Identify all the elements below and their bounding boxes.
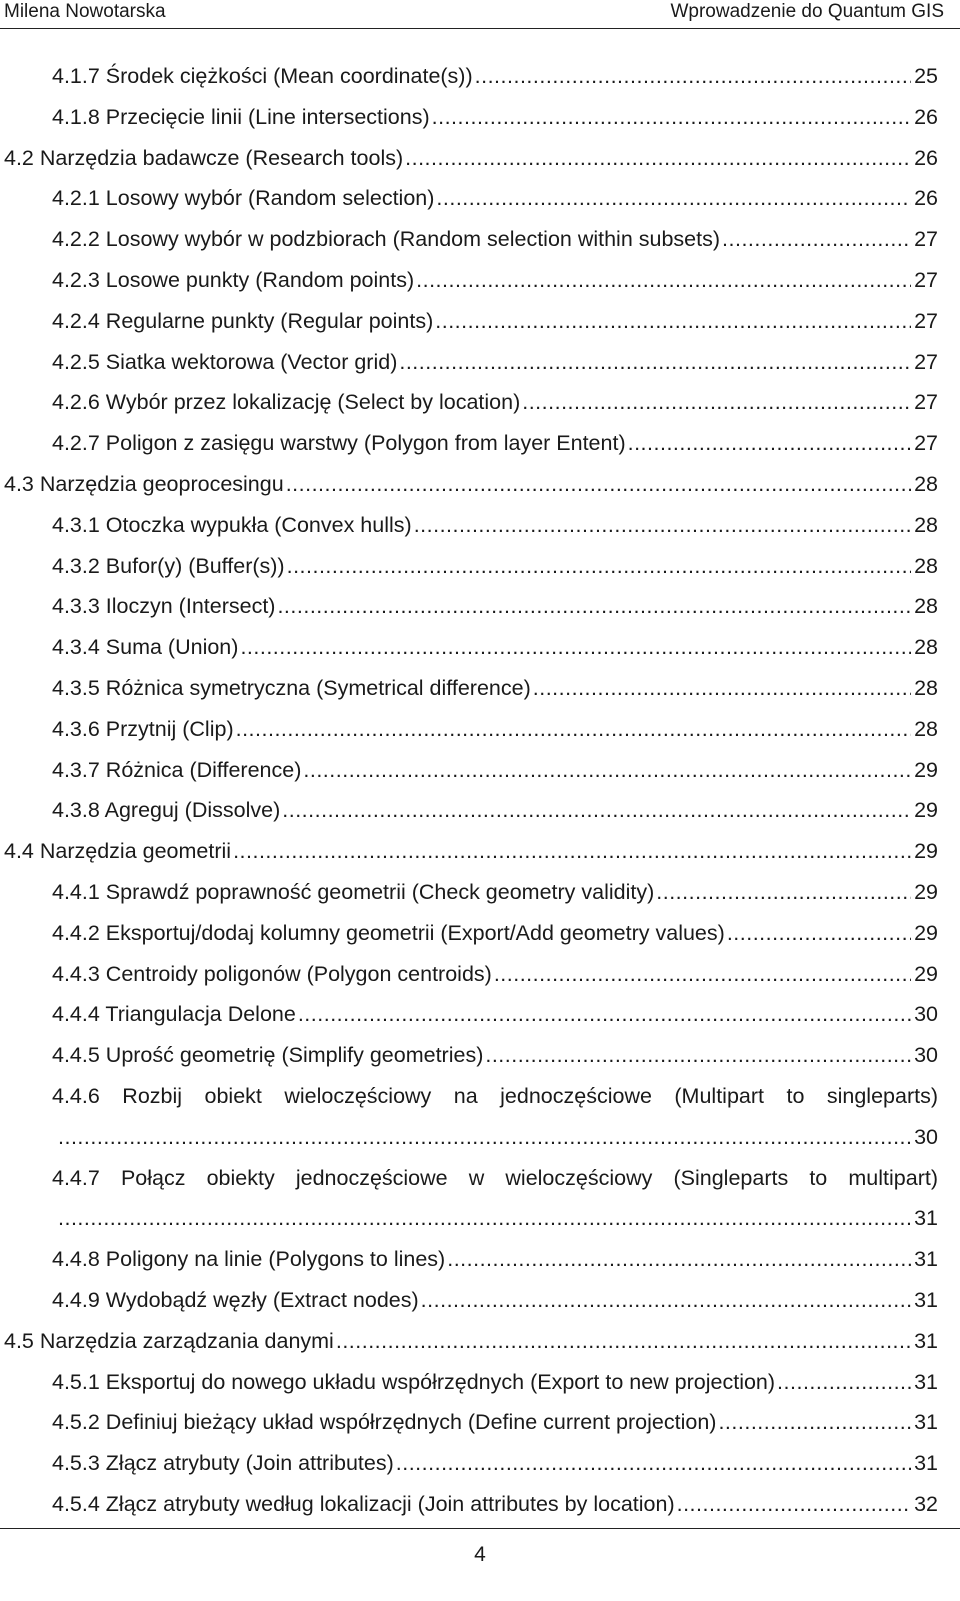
header-book-title: Wprowadzenie do Quantum GIS bbox=[670, 1, 944, 22]
toc-entry-title: 4.2 Narzędzia badawcze (Research tools) bbox=[4, 145, 404, 170]
toc-entry-page: 28 bbox=[914, 676, 938, 700]
toc-entry[interactable] bbox=[0, 954, 960, 994]
toc-leader-dots bbox=[303, 750, 911, 790]
toc-entry-title: 4.2.7 Poligon z zasięgu warstwy (Polygon from layer Entent) bbox=[52, 431, 626, 456]
toc-leader-dots bbox=[286, 464, 911, 504]
toc-leader-dots bbox=[396, 1443, 911, 1483]
toc-entry-title: 4.2.4 Regularne punkty (Regular points) bbox=[52, 308, 434, 333]
toc-entry-title: 4.3.1 Otoczka wypukła (Convex hulls) bbox=[52, 512, 412, 537]
toc-leader-dots bbox=[494, 954, 911, 994]
toc-entry-page: 29 bbox=[914, 839, 938, 864]
toc-entry[interactable] bbox=[0, 546, 960, 586]
toc-entry-page: 28 bbox=[914, 716, 938, 741]
toc-entry-title: 4.5.3 Złącz atrybuty (Join attributes) bbox=[52, 1451, 394, 1476]
toc-entry[interactable] bbox=[0, 790, 960, 830]
toc-leader-dots bbox=[282, 790, 911, 830]
toc-entry-page: 31 bbox=[914, 1206, 938, 1231]
toc-entry[interactable] bbox=[0, 872, 960, 912]
toc-leader-dots bbox=[240, 627, 911, 667]
toc-entry-page: 27 bbox=[914, 268, 938, 292]
toc-entry-title: 4.4.6 Rozbij obiekt wieloczęściowy na jednoczęściowe (Multipart to singleparts) bbox=[52, 1084, 938, 1108]
toc-entry[interactable] bbox=[0, 56, 960, 96]
toc-leader-dots bbox=[399, 342, 911, 382]
toc-leader-dots bbox=[727, 913, 911, 953]
toc-entry-page: 31 bbox=[914, 1288, 938, 1312]
toc-entry-title: 4.4.4 Triangulacja Delone bbox=[52, 1002, 296, 1027]
toc-entry-page: 28 bbox=[914, 553, 938, 578]
toc-entry-page: 29 bbox=[914, 920, 938, 945]
toc-entry[interactable] bbox=[0, 831, 960, 871]
toc-entry[interactable] bbox=[0, 97, 960, 137]
toc-leader-dots bbox=[436, 178, 911, 218]
toc-entry-page: 29 bbox=[914, 757, 938, 782]
toc-entry-title: 4.4.2 Eksportuj/dodaj kolumny geometrii (Export/Add geometry values) bbox=[52, 920, 725, 945]
toc-entry-page: 28 bbox=[914, 512, 938, 537]
toc-entry-title: 4.2.3 Losowe punkty (Random points) bbox=[52, 268, 415, 292]
toc-leader-dots bbox=[432, 97, 911, 137]
toc-entry-page: 30 bbox=[914, 1124, 938, 1149]
toc-entry[interactable] bbox=[0, 1484, 960, 1524]
toc-entry-page: 31 bbox=[914, 1247, 938, 1272]
toc-entry-page: 30 bbox=[914, 1043, 938, 1068]
toc-entry[interactable] bbox=[0, 668, 960, 708]
toc-entry-title: 4.4 Narzędzia geometrii bbox=[4, 839, 232, 864]
toc-entry-title: 4.4.8 Poligony na linie (Polygons to lines) bbox=[52, 1247, 446, 1272]
toc-entry-title: 4.5.2 Definiuj bieżący układ współrzędnych (Define current projection) bbox=[52, 1410, 717, 1435]
toc-entry-title: 4.1.8 Przecięcie linii (Line intersections) bbox=[52, 104, 430, 129]
toc-entry[interactable] bbox=[0, 1402, 960, 1442]
toc-leader-dots bbox=[236, 709, 911, 749]
toc-leader-dots bbox=[718, 1402, 911, 1442]
header-rule bbox=[0, 28, 960, 29]
toc-entry[interactable] bbox=[0, 1362, 960, 1402]
toc-entry-title: 4.4.5 Uprość geometrię (Simplify geometries) bbox=[52, 1043, 484, 1068]
toc-entry-title: 4.3.6 Przytnij (Clip) bbox=[52, 716, 234, 741]
toc-entry-title: 4.5.1 Eksportuj do nowego układu współrzędnych (Export to new projection) bbox=[52, 1369, 776, 1394]
toc-entry-page: 27 bbox=[914, 390, 938, 415]
toc-leader-dots bbox=[722, 219, 911, 259]
toc-leader-dots bbox=[677, 1484, 911, 1524]
toc-entry-page: 31 bbox=[914, 1410, 938, 1435]
toc-entry-page: 27 bbox=[914, 308, 938, 333]
toc-entry-page: 29 bbox=[914, 961, 938, 986]
footer-rule bbox=[0, 1528, 960, 1529]
toc-entry-continuation[interactable] bbox=[0, 1117, 960, 1157]
toc-leader-dots bbox=[405, 138, 911, 178]
toc-leader-dots bbox=[485, 1035, 911, 1075]
toc-leader-dots bbox=[435, 301, 911, 341]
toc-leader-dots bbox=[475, 56, 911, 96]
toc-entry-page: 26 bbox=[914, 186, 938, 211]
toc-entry-title: 4.3 Narzędzia geoprocesingu bbox=[4, 472, 284, 496]
toc-leader-dots bbox=[447, 1239, 911, 1279]
header-author: Milena Nowotarska bbox=[4, 1, 166, 22]
toc-entry[interactable] bbox=[0, 709, 960, 749]
toc-entry[interactable] bbox=[0, 342, 960, 382]
toc-entry[interactable] bbox=[0, 260, 960, 300]
toc-entry-title: 4.4.3 Centroidy poligonów (Polygon centroids) bbox=[52, 961, 492, 986]
toc-entry-title: 4.3.2 Bufor(y) (Buffer(s)) bbox=[52, 553, 285, 578]
toc-entry[interactable] bbox=[0, 913, 960, 953]
toc-leader-dots bbox=[298, 994, 911, 1034]
toc-leader-dots bbox=[628, 423, 911, 463]
toc-entry[interactable] bbox=[0, 505, 960, 545]
toc-entry-page: 26 bbox=[914, 104, 938, 129]
toc-entry-page: 26 bbox=[914, 145, 938, 170]
toc-entry-title: 4.5 Narzędzia zarządzania danymi bbox=[4, 1328, 334, 1353]
toc-entry-page: 29 bbox=[914, 880, 938, 904]
toc-entry-continuation[interactable] bbox=[0, 1198, 960, 1238]
toc-leader-dots bbox=[58, 1117, 911, 1157]
toc-entry-page: 27 bbox=[914, 227, 938, 252]
toc-leader-dots bbox=[533, 668, 911, 708]
toc-leader-dots bbox=[656, 872, 911, 912]
toc-entry[interactable] bbox=[0, 586, 960, 626]
toc-leader-dots bbox=[522, 382, 911, 422]
toc-leader-dots bbox=[414, 505, 911, 545]
page-header bbox=[0, 0, 960, 30]
toc-entry-title: 4.3.5 Różnica symetryczna (Symetrical difference) bbox=[52, 676, 531, 700]
toc-entry-title: 4.3.8 Agreguj (Dissolve) bbox=[52, 798, 281, 823]
toc-entry[interactable] bbox=[0, 1239, 960, 1279]
toc-leader-dots bbox=[58, 1198, 911, 1238]
toc-entry[interactable] bbox=[0, 627, 960, 667]
toc-entry-page: 31 bbox=[914, 1328, 938, 1353]
toc-entry-page: 28 bbox=[914, 635, 938, 660]
toc-leader-dots bbox=[233, 831, 911, 871]
toc-entry-title: 4.2.1 Losowy wybór (Random selection) bbox=[52, 186, 435, 211]
toc-entry-page: 31 bbox=[914, 1369, 938, 1394]
toc-entry[interactable] bbox=[0, 1443, 960, 1483]
toc-entry[interactable] bbox=[0, 1321, 960, 1361]
toc-entry[interactable] bbox=[0, 1076, 960, 1116]
toc-leader-dots bbox=[336, 1321, 911, 1361]
toc-entry[interactable] bbox=[0, 423, 960, 463]
toc-entry[interactable] bbox=[0, 464, 960, 504]
toc-entry-title: 4.3.3 Iloczyn (Intersect) bbox=[52, 594, 276, 619]
toc-entry-page: 28 bbox=[914, 472, 938, 496]
toc-leader-dots bbox=[777, 1362, 911, 1402]
toc-leader-dots bbox=[277, 586, 911, 626]
toc-entry-title: 4.3.4 Suma (Union) bbox=[52, 635, 239, 660]
toc-entry-title: 4.1.7 Środek ciężkości (Mean coordinate(s)) bbox=[52, 64, 473, 88]
toc-leader-dots bbox=[421, 1280, 911, 1320]
toc-entry-page: 25 bbox=[914, 64, 938, 88]
toc-entry-title: 4.4.1 Sprawdź poprawność geometrii (Check geometry validity) bbox=[52, 880, 655, 904]
toc-entry-page: 29 bbox=[914, 798, 938, 823]
toc-entry-title: 4.2.2 Losowy wybór w podzbiorach (Random selection within subsets) bbox=[52, 227, 721, 252]
toc-entry[interactable] bbox=[0, 382, 960, 422]
toc-entry[interactable] bbox=[0, 301, 960, 341]
toc-entry-page: 28 bbox=[914, 594, 938, 619]
toc-entry[interactable] bbox=[0, 1280, 960, 1320]
toc-entry-page: 31 bbox=[914, 1451, 938, 1476]
toc-entry-title: 4.5.4 Złącz atrybuty według lokalizacji (Join attributes by location) bbox=[52, 1492, 675, 1516]
toc-entry-title: 4.4.7 Połącz obiekty jednoczęściowe w wieloczęściowy (Singleparts to multipart) bbox=[52, 1165, 938, 1190]
toc-entry[interactable] bbox=[0, 138, 960, 178]
toc-entry-page: 27 bbox=[914, 431, 938, 456]
toc-entry[interactable] bbox=[0, 1035, 960, 1075]
toc-entry-page: 27 bbox=[914, 349, 938, 374]
toc-entry-page: 32 bbox=[914, 1492, 938, 1516]
toc-leader-dots bbox=[416, 260, 911, 300]
toc-entry-title: 4.2.5 Siatka wektorowa (Vector grid) bbox=[52, 349, 398, 374]
footer-page-number: 4 bbox=[474, 1543, 486, 1566]
toc-entry[interactable] bbox=[0, 1158, 960, 1198]
toc-entry[interactable] bbox=[0, 750, 960, 790]
toc-entry-title: 4.3.7 Różnica (Difference) bbox=[52, 757, 302, 782]
toc-entry-title: 4.4.9 Wydobądź węzły (Extract nodes) bbox=[52, 1288, 419, 1312]
toc-entry-title: 4.2.6 Wybór przez lokalizację (Select by location) bbox=[52, 390, 521, 415]
toc-entry[interactable] bbox=[0, 219, 960, 259]
toc-leader-dots bbox=[287, 546, 911, 586]
toc-entry-page: 30 bbox=[914, 1002, 938, 1027]
toc-entry[interactable] bbox=[0, 994, 960, 1034]
toc-entry[interactable] bbox=[0, 178, 960, 218]
